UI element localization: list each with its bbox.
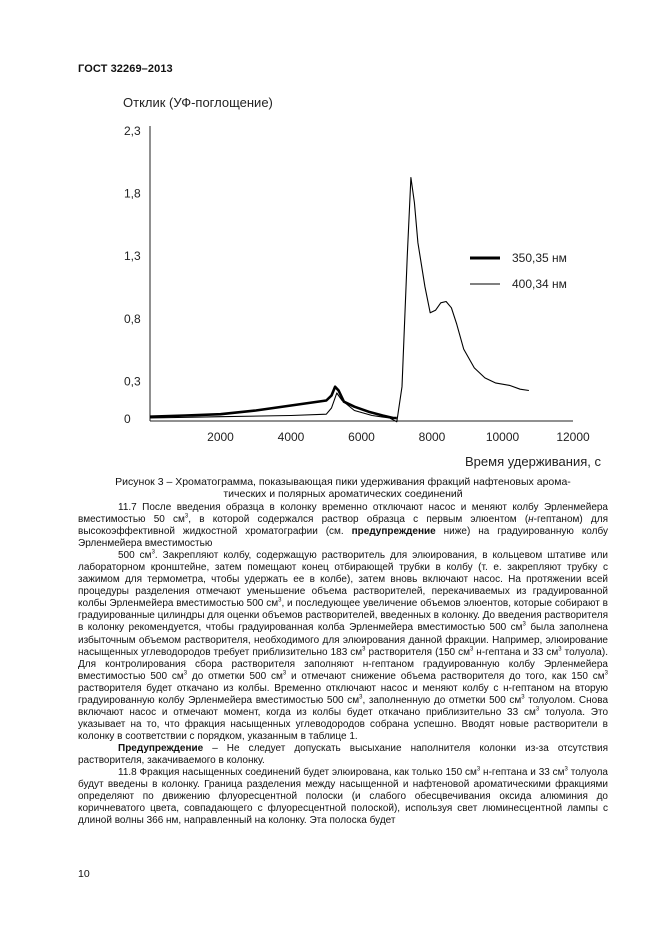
caption-line-1: Рисунок 3 – Хроматограмма, показывающая пики удерживания фракций нафтеновых арома- xyxy=(115,476,571,488)
y-tick-labels xyxy=(124,124,141,426)
y-tick-label: 0,3 xyxy=(124,374,141,389)
chart-series xyxy=(150,178,529,422)
figure-caption xyxy=(78,476,608,500)
page-number: 10 xyxy=(78,868,90,880)
y-tick-label: 0 xyxy=(124,412,131,426)
x-axis-label: Время удерживания, с xyxy=(465,454,601,469)
body-text xyxy=(78,502,608,827)
legend-label-1: 350,35 нм xyxy=(512,251,567,265)
y-tick-label: 1,3 xyxy=(124,249,141,264)
series-line-1 xyxy=(150,387,397,418)
paragraph-11-7: 11.7 После введения образца в колонку временно отключают насос и меняют колбу Эрленмейера вместимостью 50 $см^3$, в которой содержался раствор образца с первым элюентом (н-гептаном) для высокоэффективной жидкостной хроматографии (см. предупреждение ниже) на градуированную колбу Эрленмейера вместимостью xyxy=(78,502,608,550)
paragraph-11-8: 11.8 Фракция насыщенных соединений будет элюирована, как только 150 $см^3$ н-гептана и 33 $см^3$ толуола будут введены в колонку. Граница разделения между насыщенной и нафтеновой ароматическими фракциями определяют по движению флуоресцентной полоски (и слабого обесцвечивания оксида алюминия до коричневатого цвета, совпадающего с флуоресцентной полоской), используя свет люминесцентной лампы с длиной волны 366 нм, направленный на колонку. Эта полоска будет xyxy=(78,766,608,827)
x-tick-label: 6000 xyxy=(348,430,375,444)
series-line-2 xyxy=(150,178,529,422)
y-tick-label: 0,8 xyxy=(124,311,141,326)
y-tick-label: 1,8 xyxy=(124,186,141,201)
x-tick-label: 10000 xyxy=(485,430,520,444)
paragraph-500: 500 $см^3$. Закрепляют колбу, содержащую растворитель для элюирования, в кольцевом штативе или лабораторном кронштейне, затем помещают конец отбирающей трубки в колбу (т. е. закрепляют трубку с зажимом для термометра, чтобы удержать ее в колбе), затем вновь включают насос. На протяжении всей процедуры разделения отмечают уменьшение объема растворителей, перекачиваемых из градуированной колбы Эрленмейера вместимостью 500 $см^3$, и последующее увеличение объемов элюентов, которые собирают в градуированные цилиндры для оценки объемов растворителей, введенных в колонку. До введения растворителя в колонку рекомендуется, чтобы градуированная колба Эрленмейера вместимостью 500 $см^3$ была заполнена избыточным объемом растворителя, необходимого для элюирования данной фракции. Например, элюирование насыщенных углеводородов требует приблизительно 183 $см^3$ растворителя (150 $см^3$ н-гептана и 33 $см^3$ толуола). Для контролирования сбора растворителя заполняют н-гептаном градуированную колбу Эрленмейера вместимостью 500 $см^3$ до отметки 500 $см^3$ и отмечают снижение объема растворителя до того, как 150 $см^3$ растворителя будет откачано из колбы. Временно отключают насос и меняют колбу с н-гептаном на вторую градуированную колбу Эрленмейера вместимостью 500 $см^3$, заполненную до отметки 500 $см^3$ толуолом. Снова включают насос и отмечают момент, когда из колбы будет откачано приблизительно 33 $см^3$ толуола. Это указывает на то, что фракция насыщенных углеводородов собрана успешно. Вводят новые растворители в колонку в соответствии с порядком, указанным в таблице 1. xyxy=(78,549,609,742)
x-tick-labels xyxy=(207,430,590,444)
y-axis-label: Отклик (УФ-поглощение) xyxy=(123,95,273,110)
warning-paragraph: Предупреждение – Не следует допускать высыхание наполнителя колонки из-за отсутствия растворителя, закачиваемого в колонку. xyxy=(78,742,608,766)
x-tick-label: 12000 xyxy=(556,430,590,444)
chart-legend xyxy=(470,251,567,291)
legend-label-2: 400,34 нм xyxy=(512,277,567,291)
chart-axes xyxy=(150,126,573,421)
x-tick-label: 4000 xyxy=(277,430,305,444)
caption-line-2: тических и полярных ароматических соединений xyxy=(223,488,463,500)
x-tick-label: 8000 xyxy=(418,430,446,444)
x-tick-label: 2000 xyxy=(207,430,234,444)
document-header: ГОСТ 32269–2013 xyxy=(78,63,173,75)
y-tick-label: 2,3 xyxy=(124,124,141,138)
